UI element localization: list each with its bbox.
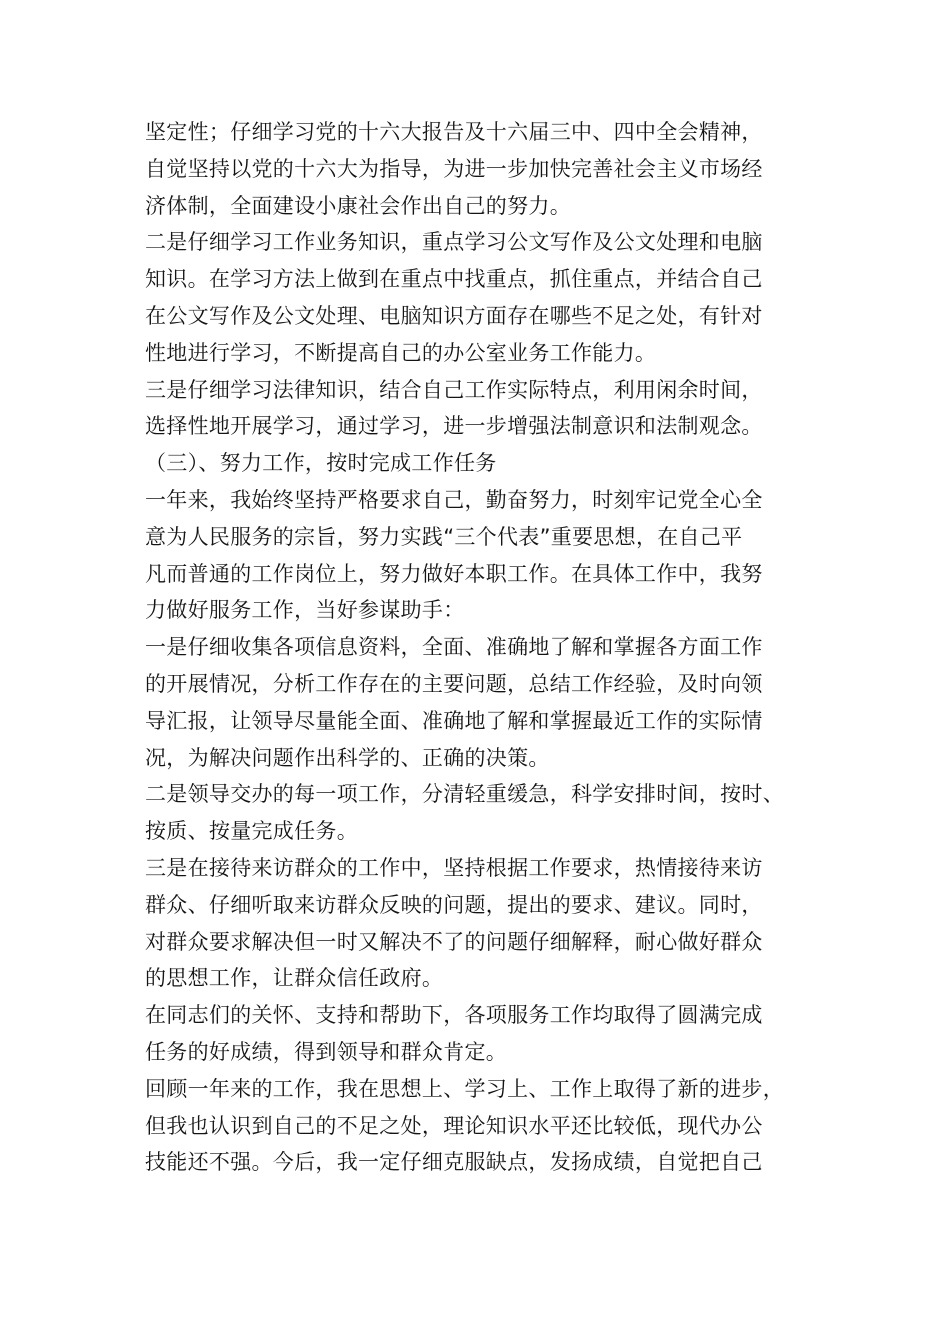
text-line: 二是仔细学习工作业务知识，重点学习公文写作及公文处理和电脑 (145, 230, 763, 255)
document-body (145, 114, 835, 1181)
text-line: 三是仔细学习法律知识，结合自己工作实际特点，利用闲余时间， (145, 377, 763, 402)
text-line: 群众、仔细听取来访群众反映的问题，提出的要求、建议。同时， (145, 892, 763, 917)
text-line: 知识。在学习方法上做到在重点中找重点，抓住重点，并结合自己 (145, 267, 763, 292)
text-line: 的思想工作，让群众信任政府。 (145, 966, 444, 991)
text-line: （三）、努力工作，按时完成工作任务 (145, 451, 497, 476)
text-line: 况，为解决问题作出科学的、正确的决策。 (145, 745, 550, 770)
text-line: 济体制，全面建设小康社会作出自己的努力。 (145, 193, 571, 218)
text-line: 二是领导交办的每一项工作，分清轻重缓急，科学安排时间，按时、 (145, 782, 784, 807)
text-line: 在公文写作及公文处理、电脑知识方面存在哪些不足之处，有针对 (145, 303, 763, 328)
text-line: 一年来，我始终坚持严格要求自己，勤奋努力，时刻牢记党全心全 (145, 487, 763, 512)
text-line: 导汇报，让领导尽量能全面、准确地了解和掌握最近工作的实际情 (145, 708, 763, 733)
text-line: 但我也认识到自己的不足之处，理论知识水平还比较低，现代办公 (145, 1113, 763, 1138)
text-line: 三是在接待来访群众的工作中，坚持根据工作要求，热情接待来访 (145, 855, 763, 880)
text-line: 任务的好成绩，得到领导和群众肯定。 (145, 1039, 508, 1064)
text-line: 回顾一年来的工作，我在思想上、学习上、工作上取得了新的进步， (145, 1076, 784, 1101)
text-line: 意为人民服务的宗旨，努力实践“三个代表”重要思想，在自己平 (145, 524, 743, 549)
text-line: 性地进行学习，不断提高自己的办公室业务工作能力。 (145, 340, 657, 365)
text-line: 坚定性；仔细学习党的十六大报告及十六届三中、四中全会精神， (145, 120, 763, 144)
text-line: 一是仔细收集各项信息资料，全面、准确地了解和掌握各方面工作 (145, 635, 763, 660)
text-line: 力做好服务工作，当好参谋助手： (145, 598, 465, 623)
text-line: 选择性地开展学习，通过学习，进一步增强法制意识和法制观念。 (145, 414, 763, 439)
text-line: 对群众要求解决但一时又解决不了的问题仔细解释，耐心做好群众 (145, 929, 763, 954)
text-line: 按质、按量完成任务。 (145, 819, 358, 844)
text-line: 的开展情况，分析工作存在的主要问题，总结工作经验，及时向领 (145, 671, 763, 696)
text-line: 自觉坚持以党的十六大为指导，为进一步加快完善社会主义市场经 (145, 156, 763, 181)
text-line: 在同志们的关怀、支持和帮助下，各项服务工作均取得了圆满完成 (145, 1003, 763, 1028)
text-line: 凡而普通的工作岗位上，努力做好本职工作。在具体工作中，我努 (145, 561, 763, 586)
text-line: 技能还不强。今后，我一定仔细克服缺点，发扬成绩，自觉把自己 (145, 1150, 763, 1175)
